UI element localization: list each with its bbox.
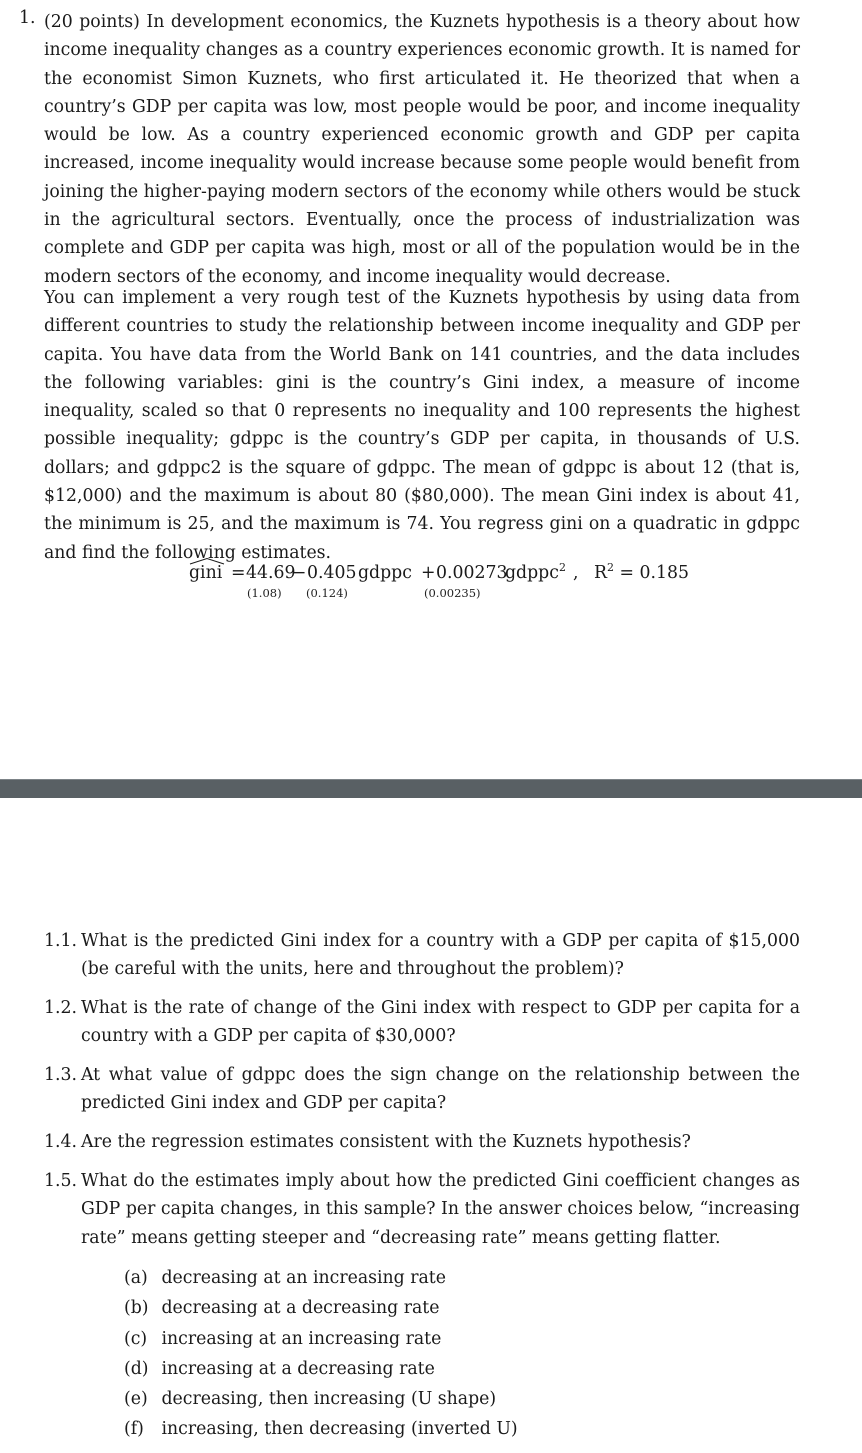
- subquestion: 1.3. At what value of gdppc does the sign change on the relationship between the predicted Gini index and GDP per capita?: [44, 1065, 800, 1114]
- subquestion: 1.5. What do the estimates imply about how the predicted Gini coefficient changes as GDP per capita changes, in this sample? In the answer choices below, “increasing rate” means getting steeper and “decreasing rate” means getting flatter.: [44, 1171, 800, 1248]
- subquestion: 1.1. What is the predicted Gini index for a country with a GDP per capita of $15,000 (be careful with the units, here and throughout the problem)?: [44, 931, 800, 980]
- question-number: 1.: [19, 8, 36, 28]
- equation-var-linear: gdppc: [358, 563, 412, 583]
- answer-choice: (f) increasing, then decreasing (inverted U): [124, 1419, 518, 1440]
- answer-choices: [124, 1263, 724, 1445]
- answer-choice: (e) decreasing, then increasing (U shape): [124, 1389, 497, 1410]
- equation-coef-quadratic: 0.00273: [436, 563, 508, 583]
- subquestion: 1.2. What is the rate of change of the Gini index with respect to GDP per capita for a country with a GDP per capita of $30,000?: [44, 998, 800, 1047]
- question-intro-paragraph: (20 points) In development economics, the Kuznets hypothesis is a theory about how income inequality changes as a country experiences economic growth. It is named for the economist Simon Kuznets, who first articulated it. He theorized that when a country’s GDP per capita was low, most people would be poor, and income inequality would be low. As a country experienced economic growth and GDP per capita increased, income inequality would increase because some people would benefit from joining the higher-paying modern sectors of the economy while others would be stuck in the agricultural sectors. Eventually, once the process of industrialization was complete and GDP per capita was high, most or all of the population would be in the modern sectors of the economy, and income inequality would decrease.: [44, 12, 800, 287]
- subquestion: 1.4. Are the regression estimates consistent with the Kuznets hypothesis?: [44, 1132, 691, 1152]
- equation-var-quadratic: gdppc$^2$: [505, 561, 566, 583]
- equation-op-plus: +: [421, 563, 436, 583]
- answer-choice: (d) increasing at a decreasing rate: [124, 1358, 435, 1379]
- equation-equals: =: [231, 563, 246, 583]
- page-divider: [0, 779, 862, 798]
- equation-constant-se: (1.08): [247, 586, 282, 600]
- answer-choice: (c) increasing at an increasing rate: [124, 1328, 442, 1349]
- question-data-paragraph: You can implement a very rough test of the Kuznets hypothesis by using data from different countries to study the relationship between income inequality and GDP per capita. You have data from the World Bank on 141 countries, and the data includes the following variables: gini is the country’s Gini index, a measure of income inequality, scaled so that 0 represents no inequality and 100 represents the highest possible inequality; gdppc is the country’s GDP per capita, in thousands of U.S. dollars; and gdppc2 is the square of gdppc. The mean of gdppc is about 12 (that is, $12,000) and the maximum is about 80 ($80,000). The mean Gini index is about 41, the minimum is 25, and the maximum is 74. You regress gini on a quadratic in gdppc and find the following estimates.: [44, 288, 800, 563]
- equation-coef-quadratic-se: (0.00235): [424, 586, 481, 600]
- equation-coef-linear: 0.405: [307, 563, 357, 583]
- equation-coef-linear-se: (0.124): [306, 586, 348, 600]
- equation-op-minus: −: [292, 563, 307, 583]
- equation-lhs: gini: [189, 563, 223, 583]
- equation-constant: 44.69: [246, 563, 296, 583]
- equation-r-squared: $R^2 = 0.185$: [594, 561, 689, 583]
- answer-choice: (b) decreasing at a decreasing rate: [124, 1298, 440, 1319]
- equation-comma: ,: [573, 563, 579, 583]
- answer-choice: (a) decreasing at an increasing rate: [124, 1268, 446, 1288]
